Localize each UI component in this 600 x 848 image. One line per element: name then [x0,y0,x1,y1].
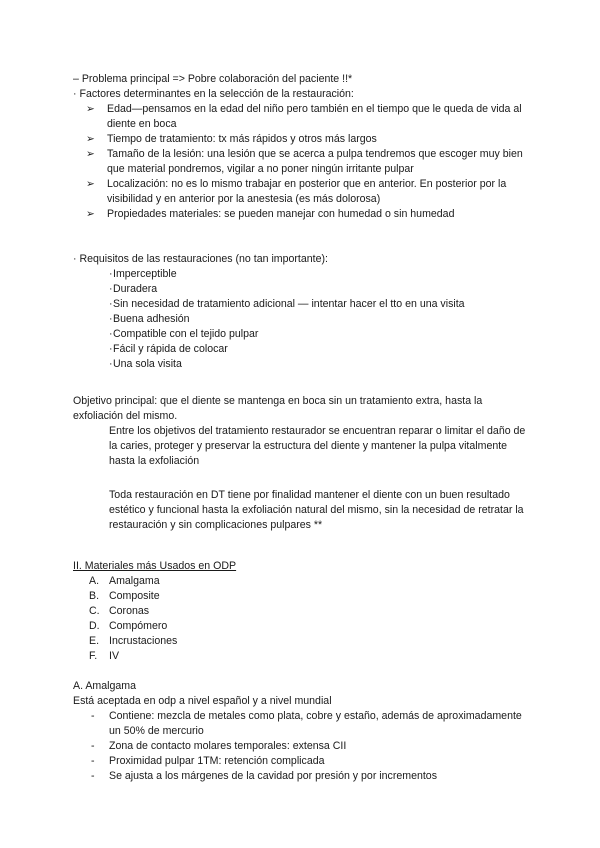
arrow-bullet-icon: ➢ [86,133,95,145]
dash-bullet-icon: - [91,770,95,782]
material-label: Compómero [109,620,168,632]
amalgam-text: Contiene: mezcla de metales como plata, cobre y estaño, además de aproximadamente un 50% de mercurio [109,710,522,737]
arrow-bullet-icon: ➢ [86,208,95,220]
amalgam-text: Se ajusta a los márgenes de la cavidad por presión y por incrementos [109,770,437,782]
factor-text: Localización: no es lo mismo trabajar en posterior que en anterior. En posterior por la visibilidad y en anterior por la anestesia (es más dolorosa) [107,178,507,205]
material-item [73,589,533,604]
amalgam-item [73,754,533,769]
factor-item [73,147,533,177]
requirement-text: Fácil y rápida de colocar [113,343,228,355]
requirement-text: Imperceptible [113,268,177,280]
amalgam-item [73,739,533,754]
material-label: Composite [109,590,160,602]
factor-item [73,102,533,132]
requirement-item [73,342,533,357]
factors-heading: · Factores determinantes en la selección de la restauración: [73,88,354,100]
requirements-list [73,267,533,372]
document-page [73,72,533,784]
factor-item [73,207,533,222]
factors-list [73,102,533,222]
amalgam-text: Proximidad pulpar 1TM: retención complicada [109,755,325,767]
material-letter: E. [89,635,100,647]
purpose-paragraph: Toda restauración en DT tiene por finalidad mantener el diente con un buen resultado estético y funcional hasta la exfoliación natural del mismo, sin la necesidad de retratar la restauración y sin complicaciones pulpares ** [109,489,524,531]
amalgam-item [73,709,533,739]
dash-bullet-icon: - [91,740,95,752]
dot-bullet-icon: · [109,328,113,340]
arrow-bullet-icon: ➢ [86,178,95,190]
dash-bullet-icon: - [91,755,95,767]
material-item [73,634,533,649]
factor-item [73,132,533,147]
requirement-item [73,297,533,312]
material-letter: A. [89,575,100,587]
material-label: Amalgama [109,575,160,587]
material-item [73,649,533,664]
dot-bullet-icon: · [109,343,113,355]
amalgam-list [73,709,533,784]
dot-bullet-icon: · [109,283,113,295]
requirement-text: Compatible con el tejido pulpar [113,328,259,340]
amalgam-text: Zona de contacto molares temporales: extensa CII [109,740,347,752]
requirement-item [73,312,533,327]
main-objective: Objetivo principal: que el diente se mantenga en boca sin un tratamiento extra, hasta la exfoliación del mismo. [73,395,483,422]
amalgam-accepted: Está aceptada en odp a nivel español y a nivel mundial [73,695,332,707]
problem-line: – Problema principal => Pobre colaboración del paciente !!* [73,73,353,85]
factor-text: Edad—pensamos en la edad del niño pero también en el tiempo que le queda de vida al diente en boca [107,103,522,130]
material-letter: D. [89,620,100,632]
material-letter: B. [89,590,100,602]
dot-bullet-icon: · [109,268,113,280]
materials-list [73,574,533,664]
dot-bullet-icon: · [109,313,113,325]
factor-item [73,177,533,207]
arrow-bullet-icon: ➢ [86,148,95,160]
requirement-item [73,357,533,372]
materials-heading: II. Materiales más Usados en ODP [73,560,237,572]
factor-text: Propiedades materiales: se pueden manejar con humedad o sin humedad [107,208,455,220]
requirement-text: Sin necesidad de tratamiento adicional — intentar hacer el tto en una visita [113,298,465,310]
objectives-paragraph: Entre los objetivos del tratamiento restaurador se encuentran reparar o limitar el daño de la caries, proteger y preservar la estructura del diente y mantener la pulpa vitalmente hasta la exfoliación [109,425,526,467]
requirements-heading: · Requisitos de las restauraciones (no tan importante): [73,253,328,265]
material-item [73,574,533,589]
requirement-text: Una sola visita [113,358,182,370]
material-item [73,604,533,619]
material-letter: F. [89,650,98,662]
requirement-item [73,282,533,297]
amalgam-item [73,769,533,784]
material-item [73,619,533,634]
dash-bullet-icon: - [91,710,95,722]
material-label: Incrustaciones [109,635,178,647]
material-label: Coronas [109,605,150,617]
material-label: IV [109,650,120,662]
requirement-text: Duradera [113,283,158,295]
requirement-item [73,267,533,282]
arrow-bullet-icon: ➢ [86,103,95,115]
factor-text: Tiempo de tratamiento: tx más rápidos y otros más largos [107,133,377,145]
requirement-text: Buena adhesión [113,313,190,325]
amalgam-heading: A. Amalgama [73,680,137,692]
dot-bullet-icon: · [109,358,113,370]
factor-text: Tamaño de la lesión: una lesión que se acerca a pulpa tendremos que escoger muy bien que material pondremos, vigilar a no poner ningún irritante pulpar [107,148,523,175]
dot-bullet-icon: · [109,298,113,310]
material-letter: C. [89,605,100,617]
requirement-item [73,327,533,342]
